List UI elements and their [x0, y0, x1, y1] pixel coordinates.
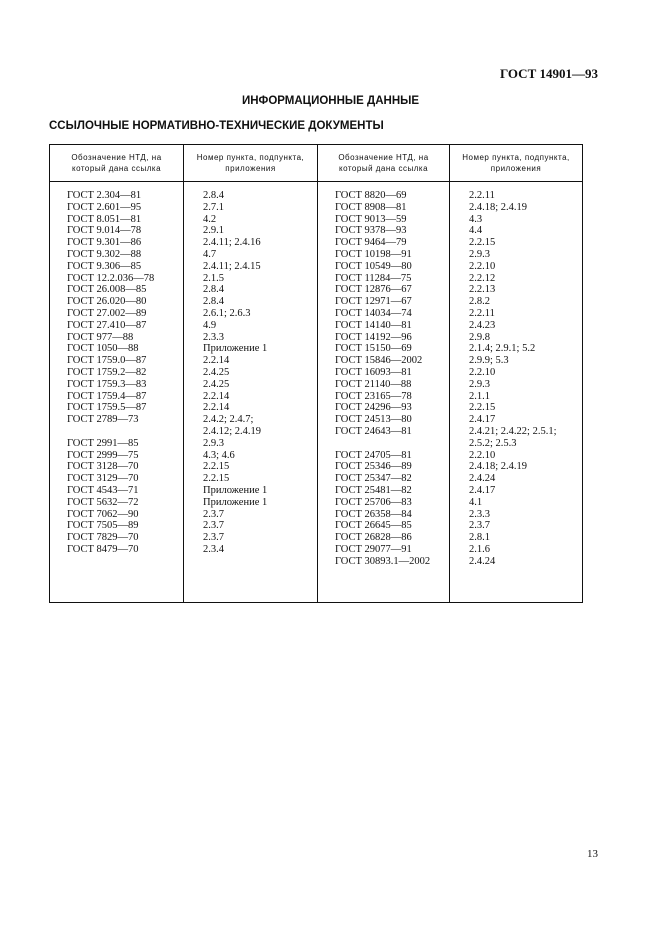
table-cell: 2.2.15 [203, 461, 230, 473]
table-cell: ГОСТ 8479—70 [67, 543, 139, 555]
table-cell: ГОСТ 30893.1—2002 [335, 555, 431, 567]
table-cell: ГОСТ 26358—84 [335, 508, 412, 520]
cells [184, 182, 317, 556]
table-cell: 2.4.21; 2.4.22; 2.5.1; [469, 425, 557, 437]
table-cell: 2.2.15 [469, 237, 496, 249]
table-cell: 2.2.11 [469, 307, 495, 319]
table-cell: ГОСТ 9.014—78 [67, 225, 142, 237]
section-subtitle: ССЫЛОЧНЫЕ НОРМАТИВНО-ТЕХНИЧЕСКИЕ ДОКУМЕНТЫ [49, 120, 384, 132]
table-cell: 2.2.10 [469, 366, 496, 378]
table-cell: ГОСТ 9013—59 [335, 213, 407, 225]
table-cell: ГОСТ 1759.2—82 [67, 366, 147, 378]
table-cell: ГОСТ 8820—69 [335, 190, 407, 201]
table-cell: ГОСТ 10198—91 [335, 248, 412, 260]
table-cell: 2.4.12; 2.4.19 [203, 425, 262, 437]
table-cell: 2.3.3 [203, 331, 224, 343]
table-cell: 2.1.4; 2.9.1; 5.2 [469, 343, 536, 355]
table-cell: ГОСТ 27.002—89 [67, 307, 147, 319]
table-cell: ГОСТ 8.051—81 [67, 213, 142, 225]
table-cell: 2.8.2 [469, 296, 490, 308]
table-cell: 4.3 [469, 213, 483, 225]
table-cell: 2.9.3 [469, 248, 490, 260]
table-cell: Приложение 1 [203, 343, 268, 355]
table-cell: ГОСТ 7505—89 [67, 520, 139, 532]
table-cell: 2.3.7 [203, 520, 224, 532]
table-cell: 2.8.1 [469, 532, 490, 544]
table-cell: ГОСТ 14140—81 [335, 319, 412, 331]
table-cell: 4.7 [203, 248, 217, 260]
table-cell: ГОСТ 9378—93 [335, 225, 407, 237]
table-cell: 2.3.7 [203, 532, 224, 544]
table-cell: 4.4 [469, 225, 483, 237]
table-cell: 4.3; 4.6 [203, 449, 235, 461]
table-cell: ГОСТ 2789—73 [67, 414, 139, 426]
table-cell [335, 438, 449, 450]
table-cell: ГОСТ 1759.4—87 [67, 390, 147, 402]
table-cell: ГОСТ 21140—88 [335, 378, 412, 390]
column-header: Номер пункта, подпункта, приложения [450, 145, 582, 182]
table-cell: 2.9.9; 5.3 [469, 355, 509, 367]
table-cell: ГОСТ 26.008—85 [67, 284, 147, 296]
table-cell: 2.2.14 [203, 390, 230, 402]
table-cell: 2.4.18; 2.4.19 [469, 461, 528, 473]
table-cell: ГОСТ 2.304—81 [67, 190, 142, 201]
table-cell: 2.4.25 [203, 366, 230, 378]
table-cell: 2.2.14 [203, 355, 230, 367]
table-cell: 2.6.1; 2.6.3 [203, 307, 251, 319]
table-cell: ГОСТ 2.601—95 [67, 201, 142, 213]
table-cell: ГОСТ 3129—70 [67, 473, 139, 485]
table-cell: ГОСТ 24513—80 [335, 414, 412, 426]
table-cell: ГОСТ 29077—91 [335, 543, 412, 555]
table-cell: ГОСТ 977—88 [67, 331, 134, 343]
reference-table [49, 144, 583, 603]
table-cell: ГОСТ 1759.3—83 [67, 378, 147, 390]
table-cell: Приложение 1 [203, 484, 268, 496]
table-cell: ГОСТ 8908—81 [335, 201, 407, 213]
table-cell: ГОСТ 26.020—80 [67, 296, 147, 308]
table-cell: ГОСТ 23165—78 [335, 390, 412, 402]
table-cell: ГОСТ 12971—67 [335, 296, 412, 308]
table-cell: ГОСТ 14192—96 [335, 331, 412, 343]
table-cell: ГОСТ 7062—90 [67, 508, 139, 520]
table-cell: 2.9.8 [469, 331, 490, 343]
table-cell: 2.2.11 [469, 190, 495, 201]
table-cell: ГОСТ 27.410—87 [67, 319, 147, 331]
table-cell: ГОСТ 16093—81 [335, 366, 412, 378]
table-cell: ГОСТ 25346—89 [335, 461, 412, 473]
table-cell: 2.2.13 [469, 284, 496, 296]
table-cell: 2.1.6 [469, 543, 490, 555]
document-code: ГОСТ 14901—93 [499, 66, 598, 81]
table-cell: 2.8.4 [203, 190, 224, 201]
table-cell: 2.8.4 [203, 296, 224, 308]
table-cell: 2.4.11; 2.4.15 [203, 260, 261, 272]
table-cell: ГОСТ 4543—71 [67, 484, 139, 496]
table-cell: ГОСТ 24643—81 [335, 425, 412, 437]
table-cell: 2.3.4 [203, 543, 224, 555]
table-cell: ГОСТ 26645—85 [335, 520, 412, 532]
table-cell: 2.9.3 [469, 378, 490, 390]
table-cell: ГОСТ 1759.0—87 [67, 355, 147, 367]
column-right-items [449, 145, 582, 602]
column-right-docs [317, 145, 449, 602]
table-cell: ГОСТ 26828—86 [335, 532, 412, 544]
table-cell: 2.4.17 [469, 484, 496, 496]
table-cell: 4.1 [469, 496, 483, 508]
table-cell: ГОСТ 9.302—88 [67, 248, 142, 260]
table-cell: ГОСТ 11284—75 [335, 272, 412, 284]
table-cell: 4.2 [203, 213, 217, 225]
table-cell: ГОСТ 2991—85 [67, 437, 139, 449]
cells [450, 182, 582, 568]
table-cell: ГОСТ 9.306—85 [67, 260, 142, 272]
table-cell: ГОСТ 10549—80 [335, 260, 412, 272]
table-cell: ГОСТ 25481—82 [335, 484, 412, 496]
table-cell: 2.2.10 [469, 449, 496, 461]
table-cell: 2.3.3 [469, 508, 490, 520]
cells [50, 182, 183, 556]
table-cell: ГОСТ 12876—67 [335, 284, 412, 296]
table-cell [67, 426, 183, 438]
table-cell: 2.4.24 [469, 473, 496, 485]
table-cell: 2.8.4 [203, 284, 224, 296]
table-cell: ГОСТ 9.301—86 [67, 237, 142, 249]
table-cell: ГОСТ 15846—2002 [335, 355, 423, 367]
table-cell: 2.2.12 [469, 272, 496, 284]
table-cell: 2.9.3 [203, 437, 224, 449]
table-cell: 2.4.18; 2.4.19 [469, 201, 528, 213]
page-number: 13 [587, 848, 598, 860]
table-cell: 2.4.11; 2.4.16 [203, 237, 261, 249]
column-header: Обозначение НТД, на который дана ссылка [318, 145, 449, 182]
table-cell: 2.2.15 [469, 402, 496, 414]
table-cell: 2.4.24 [469, 555, 496, 567]
table-cell: 2.3.7 [203, 508, 224, 520]
table-cell: ГОСТ 24705—81 [335, 449, 412, 461]
table-cell: 2.4.25 [203, 378, 230, 390]
table-cell: 2.4.23 [469, 319, 496, 331]
table-cell: 2.1.5 [203, 272, 224, 284]
column-left-items [183, 145, 317, 602]
section-title: ИНФОРМАЦИОННЫЕ ДАННЫЕ [241, 95, 420, 107]
table-cell: 2.7.1 [203, 201, 224, 213]
cells [318, 182, 449, 568]
column-header: Обозначение НТД, на который дана ссылка [50, 145, 183, 182]
table-cell: ГОСТ 7829—70 [67, 532, 139, 544]
table-cell: ГОСТ 1759.5—87 [67, 402, 147, 414]
table-cell: 2.2.10 [469, 260, 496, 272]
table-cell: ГОСТ 9464—79 [335, 237, 407, 249]
table-cell: ГОСТ 25706—83 [335, 496, 412, 508]
table-cell: ГОСТ 5632—72 [67, 496, 139, 508]
table-cell: ГОСТ 1050—88 [67, 343, 139, 355]
table-cell: 2.2.14 [203, 402, 230, 414]
table-cell: 2.9.1 [203, 225, 224, 237]
table-cell: ГОСТ 14034—74 [335, 307, 412, 319]
column-header: Номер пункта, подпункта, приложения [184, 145, 317, 182]
column-left-docs [50, 145, 183, 602]
table-cell: 2.1.1 [469, 390, 490, 402]
table-cell: 2.3.7 [469, 520, 490, 532]
table-cell: ГОСТ 2999—75 [67, 449, 139, 461]
table-cell: 2.4.2; 2.4.7; [203, 414, 254, 426]
table-cell: ГОСТ 25347—82 [335, 473, 412, 485]
table-cell: Приложение 1 [203, 496, 268, 508]
table-cell: 2.5.2; 2.5.3 [469, 437, 517, 449]
table-cell: ГОСТ 24296—93 [335, 402, 412, 414]
table-cell: ГОСТ 15150—69 [335, 343, 412, 355]
table-cell: 2.4.17 [469, 414, 496, 426]
table-cell: 2.2.15 [203, 473, 230, 485]
table-cell: ГОСТ 3128—70 [67, 461, 139, 473]
table-cell: ГОСТ 12.2.036—78 [67, 272, 155, 284]
table-cell: 4.9 [203, 319, 217, 331]
